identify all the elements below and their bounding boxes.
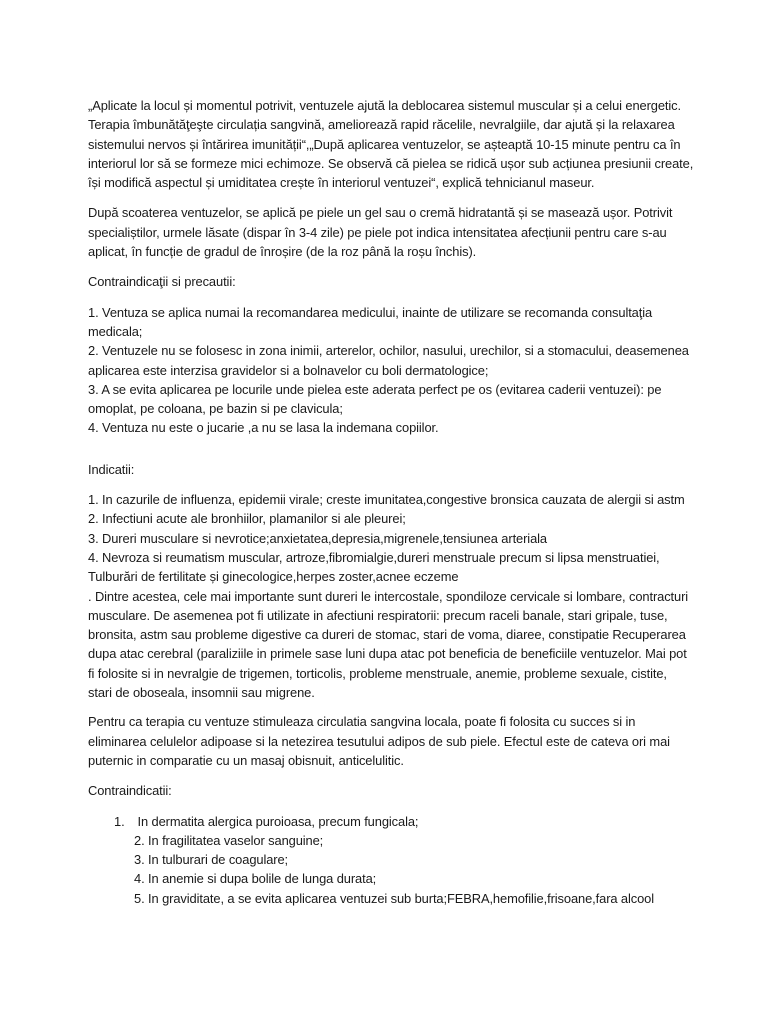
list-item: 3. Dureri musculare si nevrotice;anxietatea,depresia,migrenele,tensiunea arteriala (88, 530, 547, 546)
list-item: 3. In tulburari de coagulare; (134, 852, 289, 868)
precautions-list (88, 303, 694, 438)
cellulite-paragraph: Pentru ca terapia cu ventuze stimuleaza circulatia sangvina locala, poate fi folosita cu succes si in eliminarea celulelor adipoase si la netezirea tesutului adipos de sub piele. Efectul este de cateva ori mai puternic in comparatie cu un masaj obisnuit, anticelulitic. (88, 714, 670, 768)
indications-heading: Indicatii: (88, 461, 135, 477)
list-item: 2. Ventuzele nu se folosesc in zona inimii, arterelor, ochilor, nasului, urechilor, si a stomacului, deasemenea aplicarea este interzisa gravidelor si a bolnavelor cu boli dermatologice; (88, 343, 689, 378)
list-item-text: In dermatita alergica puroioasa, precum fungicala; (137, 813, 419, 829)
document-page (88, 96, 694, 908)
aftercare-paragraph: După scoaterea ventuzelor, se aplică pe piele un gel sau o cremă hidratantă și se masează ușor. Potrivit specialiștilor, urmele lăsate (dispar în 3-4 zile) pe piele pot indica intensitatea afecțiunii pentru care s-au aplicat, în funcție de gradul de înroșire (de la roz până la roșu închis). (88, 205, 673, 260)
list-item: 5. In graviditate, a se evita aplicarea ventuzei sub burta;FEBRA,hemofilie,frisoane,fara alcool (134, 890, 655, 906)
list-item: 2. Infectiuni acute ale bronhiilor, plamanilor si ale pleurei; (88, 511, 406, 527)
list-item: 3. A se evita aplicarea pe locurile unde pielea este aderata perfect pe os (evitarea caderii ventuzei): pe omoplat, pe coloana, pe bazin si pe clavicula; (88, 381, 662, 417)
list-item: . Dintre acestea, cele mai importante sunt dureri le intercostale, spondiloze cervicale si lombare, contracturi musculare. De asemenea pot fi utilizate in afectiuni respiratorii: precum raceli banale, stari gripale, tuse, bronsita, astm sau probleme digestive ca dureri de stomac, stari de voma, diaree, constipatie Recuperarea dupa atac cerebral (paraliziile in primele sase luni dupa atac pot beneficia de beneficiile ventuzelor. Mai pot fi folosite si in nevralgie de trigemen, torticolis, probleme menstruale, anemie, probleme sexuale, cistite, stari de oboseala, insomnii sau migrene. (88, 588, 689, 701)
contraindications-list (88, 812, 694, 908)
list-item (88, 812, 694, 831)
list-item: 1. In cazurile de influenza, epidemii virale; creste imunitatea,congestive bronsica cauzata de alergii si astm (88, 492, 685, 508)
list-item: 4. Ventuza nu este o jucarie ,a nu se lasa la indemana copiilor. (88, 420, 439, 436)
list-item: 4. Nevroza si reumatism muscular, artroze,fibromialgie,dureri menstruale precum si lipsa menstruatiei, Tulburări de fertilitate și ginecologice,herpes zoster,acnee eczeme (88, 549, 660, 585)
contraindications-heading: Contraindicatii: (88, 783, 172, 799)
intro-paragraph: „Aplicate la locul și momentul potrivit, ventuzele ajută la deblocarea sistemul muscular și a celui energetic. Terapia îmbunătăţeşte circulația sangvină, ameliorează rapid răcelile, nevralgiile, dar ajută și la relaxarea sistemului nervos și întărirea imunității“,„După aplicarea ventuzelor, se așteaptă 10-15 minute pentru ca în interiorul lor să se formeze mici echimoze. Se observă că pielea se ridică ușor sub acțiunea presiunii create, își modifică aspectul și umiditatea crește în interiorul ventuzei“, explică tehnicianul maseur. (88, 98, 694, 191)
precautions-heading: Contraindicaţii si precautii: (88, 274, 236, 290)
indications-list (88, 490, 694, 702)
spacer (88, 448, 694, 460)
list-item: 1. Ventuza se aplica numai la recomandarea medicului, inainte de utilizare se recomanda consultaţia medicala; (88, 304, 653, 339)
list-number: 1. (114, 813, 125, 829)
list-item: 4. In anemie si dupa bolile de lunga durata; (134, 871, 377, 887)
list-item: 2. In fragilitatea vaselor sanguine; (134, 832, 324, 848)
